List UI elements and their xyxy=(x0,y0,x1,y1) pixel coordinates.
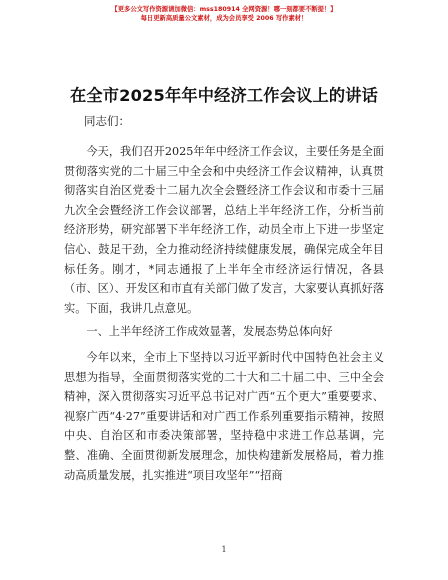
promo-banner xyxy=(0,5,448,23)
intro-paragraph: 今天，我们召开2025年年中经济工作会议，主要任务是全面贯彻落实党的二十届三中全会和中央经济工作会议精神，认真贯彻落实自治区党委十二届九次全会暨经济工作会议和市委十三届九次全会暨经济工作会议部署，总结上半年经济工作，分析当前经济形势，研究部署下半年经济工作，动员全市上下进一步坚定信心、鼓足干劲，全力推动经济持续健康发展，确保完成全年目标任务。刚才，*同志通报了上半年全市经济运行情况，各县（市、区）、开发区和市直有关部门做了发言，大家要认真抓好落实。下面，我讲几点意见。 xyxy=(64,145,384,315)
section-paragraph: 今年以来，全市上下坚持以习近平新时代中国特色社会主义思想为指导，全面贯彻落实党的二十大和二十届二中、三中全会精神，深入贯彻落实习近平总书记对广西“五个更大”重要要求、视察广西“4·27”重要讲话和对广西工作系列重要指示精神，按照中央、自治区和市委决策部署，坚持稳中求进工作总基调，完整、准确、全面贯彻新发展理念，加快构建新发展格局，着力推动高质量发展，扎实推进“项目攻坚年”“招商 xyxy=(64,350,384,482)
page-number: 1 xyxy=(221,545,227,554)
section-heading: 一、上半年经济工作成效显著，发展态势总体向好 xyxy=(86,325,333,339)
promo-banner-line-1: 【更多公文写作资源请加微信：mss180914 全网资源！哪一刻都要不断提！】 xyxy=(111,6,337,13)
promo-banner-line-2: 每日更新高质量公文素材，成为会员享受 2006 写作素材！ xyxy=(140,15,308,22)
salutation: 同志们： xyxy=(84,114,130,128)
document-title: 在全市2025年年中经济工作会议上的讲话 xyxy=(69,86,379,105)
document-body xyxy=(64,142,384,485)
